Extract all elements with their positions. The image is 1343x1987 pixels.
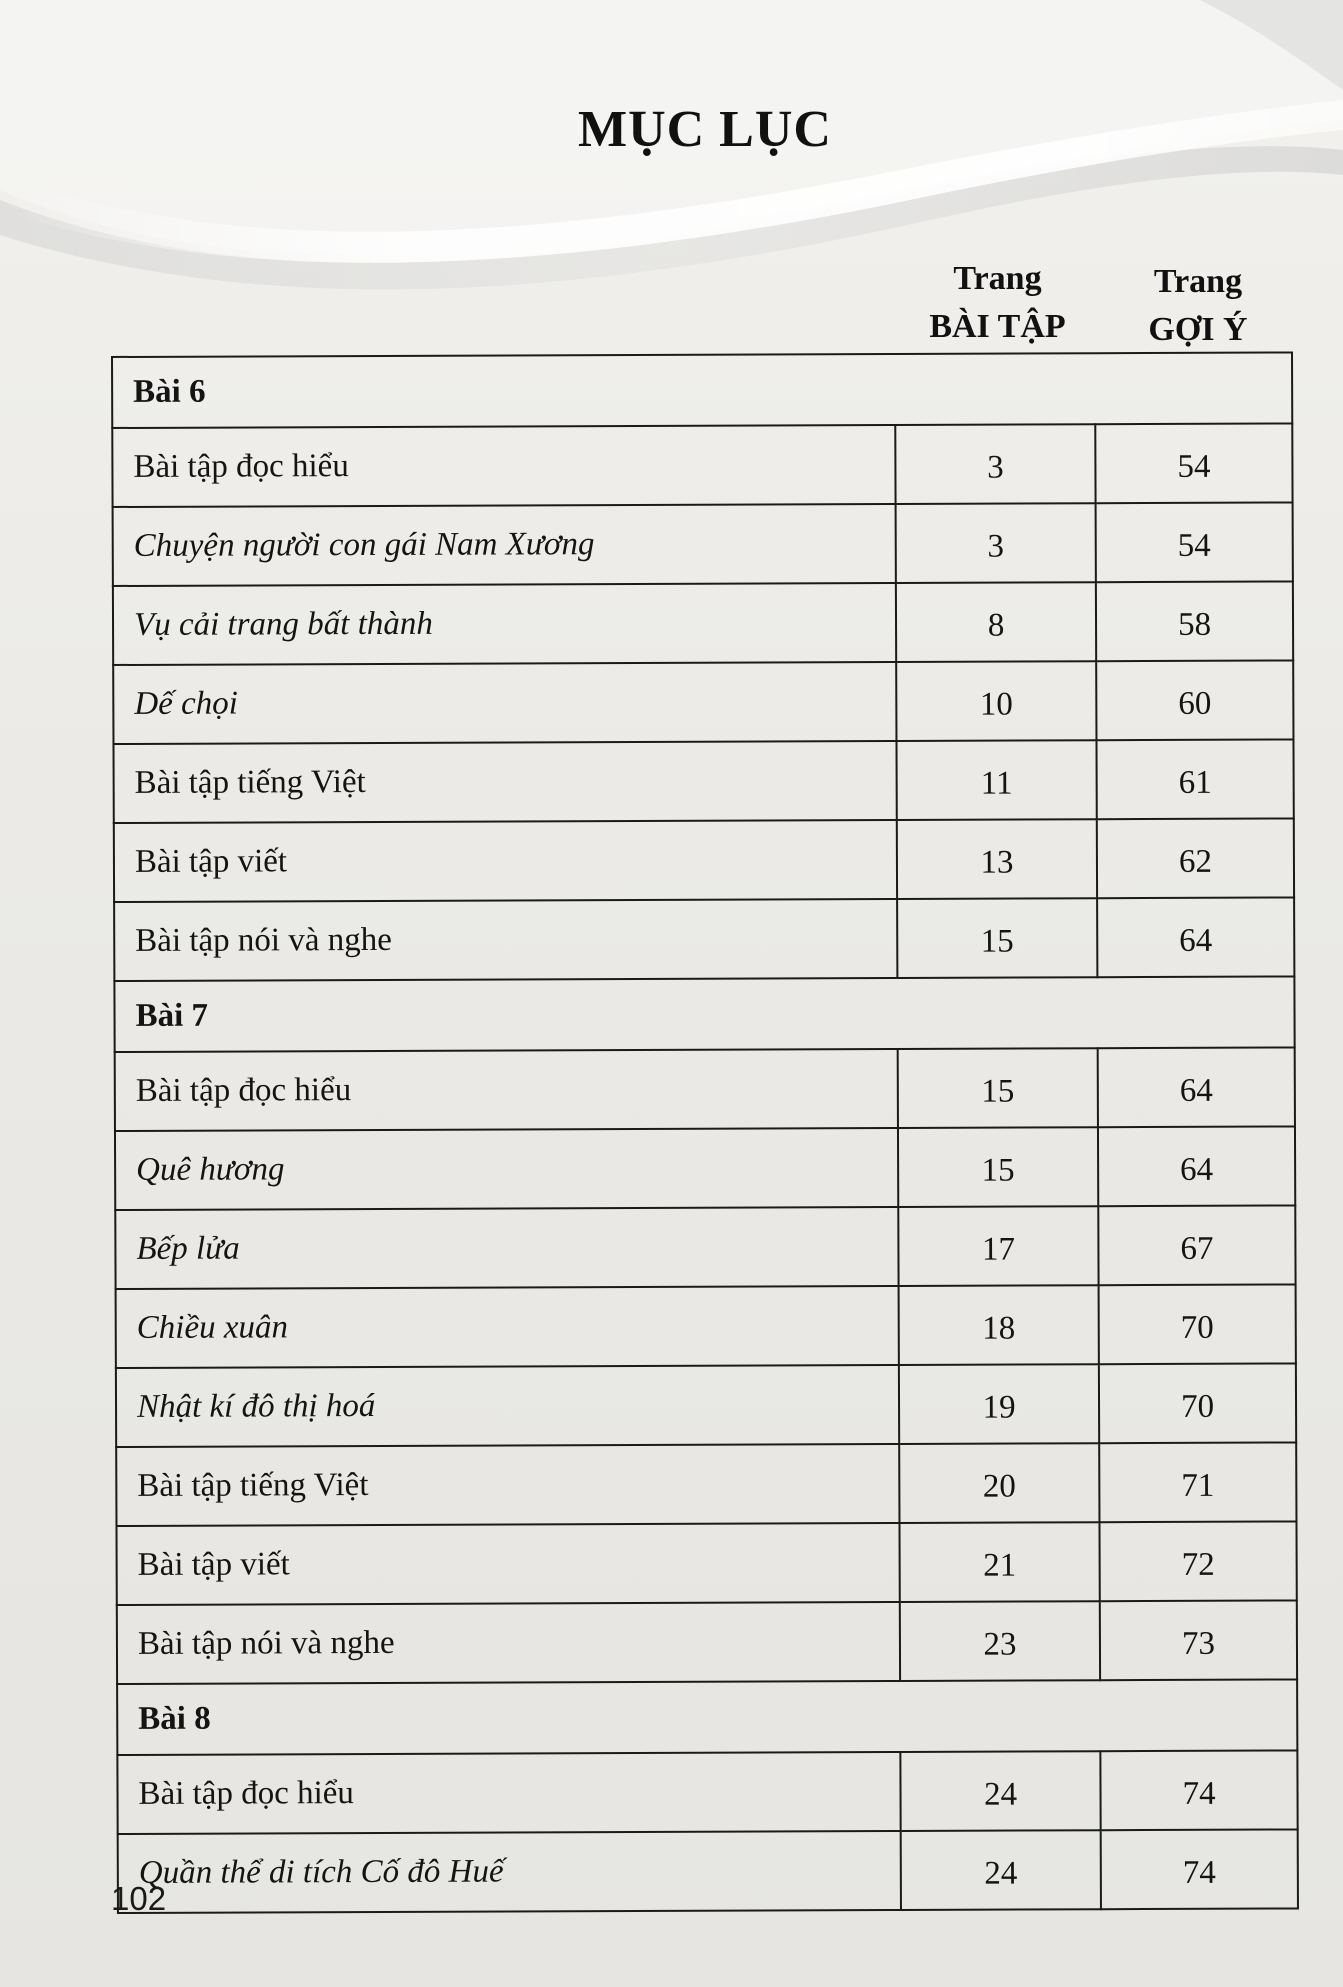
exercise-page-number: 15	[898, 1127, 1098, 1207]
entry-title: Bài tập viết	[116, 1523, 899, 1605]
exercise-page-number: 15	[898, 1048, 1098, 1128]
hint-page-number: 71	[1099, 1442, 1296, 1522]
page-number: 102	[111, 1880, 167, 1917]
column-header-exercise-page	[895, 255, 1100, 351]
table-row	[113, 739, 1293, 823]
exercise-page-number: 20	[899, 1443, 1099, 1523]
entry-title: Quần thể di tích Cố đô Huế	[118, 1831, 901, 1913]
table-row	[118, 1829, 1298, 1913]
hint-page-number: 64	[1098, 1047, 1295, 1127]
exercise-page-number: 24	[900, 1751, 1100, 1831]
exercise-page-number: 10	[896, 661, 1096, 741]
hint-page-number: 54	[1096, 502, 1293, 582]
section-row-bai-6	[112, 352, 1292, 428]
column-header-exercise-line-1: Trang	[953, 260, 1042, 297]
table-row	[115, 1047, 1295, 1131]
exercise-page-number: 3	[895, 424, 1095, 504]
hint-page-number: 64	[1097, 897, 1294, 977]
exercise-page-number: 24	[901, 1830, 1101, 1910]
entry-title: Dế chọi	[113, 662, 896, 744]
section-row-bai-7	[114, 976, 1294, 1052]
hint-page-number: 60	[1096, 660, 1293, 740]
table-row	[113, 502, 1293, 586]
entry-title: Chiều xuân	[116, 1286, 899, 1368]
entry-title: Bài tập nói và nghe	[117, 1602, 900, 1684]
hint-page-number: 74	[1100, 1750, 1297, 1830]
table-row	[113, 581, 1293, 665]
table-row	[114, 818, 1294, 902]
entry-title: Vụ cải trang bất thành	[113, 583, 896, 665]
section-label: Bài 8	[117, 1679, 1297, 1755]
table-of-contents	[111, 351, 1299, 1914]
column-header-hint-page	[1098, 258, 1298, 354]
hint-page-number: 58	[1096, 581, 1293, 661]
page-title: MỤC LỤC	[578, 101, 832, 158]
entry-title: Bài tập đọc hiểu	[117, 1752, 900, 1834]
exercise-page-number: 8	[896, 582, 1096, 662]
entry-title: Bài tập đọc hiểu	[112, 425, 895, 507]
hint-page-number: 64	[1098, 1126, 1295, 1206]
hint-page-number: 61	[1096, 739, 1293, 819]
entry-title: Bếp lửa	[115, 1207, 898, 1289]
hint-page-number: 74	[1101, 1829, 1298, 1909]
column-header-hint-line-1: Trang	[1153, 263, 1243, 300]
entry-title: Bài tập nói và nghe	[114, 899, 897, 981]
table-row	[113, 660, 1293, 744]
exercise-page-number: 23	[900, 1601, 1100, 1681]
entry-title: Nhật kí đô thị hoá	[116, 1365, 899, 1447]
table-row	[112, 423, 1292, 507]
exercise-page-number: 13	[897, 819, 1097, 899]
hint-page-number: 72	[1099, 1521, 1296, 1601]
hint-page-number: 70	[1099, 1284, 1296, 1364]
entry-title: Bài tập viết	[114, 820, 897, 902]
entry-title: Bài tập tiếng Việt	[116, 1444, 899, 1526]
hint-page-number: 73	[1100, 1600, 1297, 1680]
table-row	[117, 1600, 1297, 1684]
table-row	[115, 1205, 1295, 1289]
section-label: Bài 6	[112, 352, 1292, 428]
table-row	[116, 1363, 1296, 1447]
exercise-page-number: 15	[897, 898, 1097, 978]
table-row	[114, 897, 1294, 981]
entry-title: Bài tập tiếng Việt	[113, 741, 896, 823]
hint-page-number: 54	[1095, 423, 1292, 503]
section-row-bai-8	[117, 1679, 1297, 1755]
column-header-hint-line-2: GỢI Ý	[1148, 311, 1248, 348]
table-row	[116, 1442, 1296, 1526]
exercise-page-number: 19	[899, 1364, 1099, 1444]
exercise-page-number: 3	[896, 503, 1096, 583]
exercise-page-number: 17	[898, 1206, 1098, 1286]
section-label: Bài 7	[114, 976, 1294, 1052]
table-row	[116, 1521, 1296, 1605]
entry-title: Quê hương	[115, 1128, 898, 1210]
exercise-page-number: 11	[896, 740, 1096, 820]
entry-title: Bài tập đọc hiểu	[115, 1049, 898, 1131]
hint-page-number: 70	[1099, 1363, 1296, 1443]
table-row	[115, 1126, 1295, 1210]
exercise-page-number: 18	[899, 1285, 1099, 1365]
table-row	[117, 1750, 1297, 1834]
table-row	[116, 1284, 1296, 1368]
exercise-page-number: 21	[899, 1522, 1099, 1602]
entry-title: Chuyện người con gái Nam Xương	[113, 504, 896, 586]
hint-page-number: 67	[1098, 1205, 1295, 1285]
column-header-exercise-line-2: BÀI TẬP	[929, 308, 1066, 345]
hint-page-number: 62	[1097, 818, 1294, 898]
